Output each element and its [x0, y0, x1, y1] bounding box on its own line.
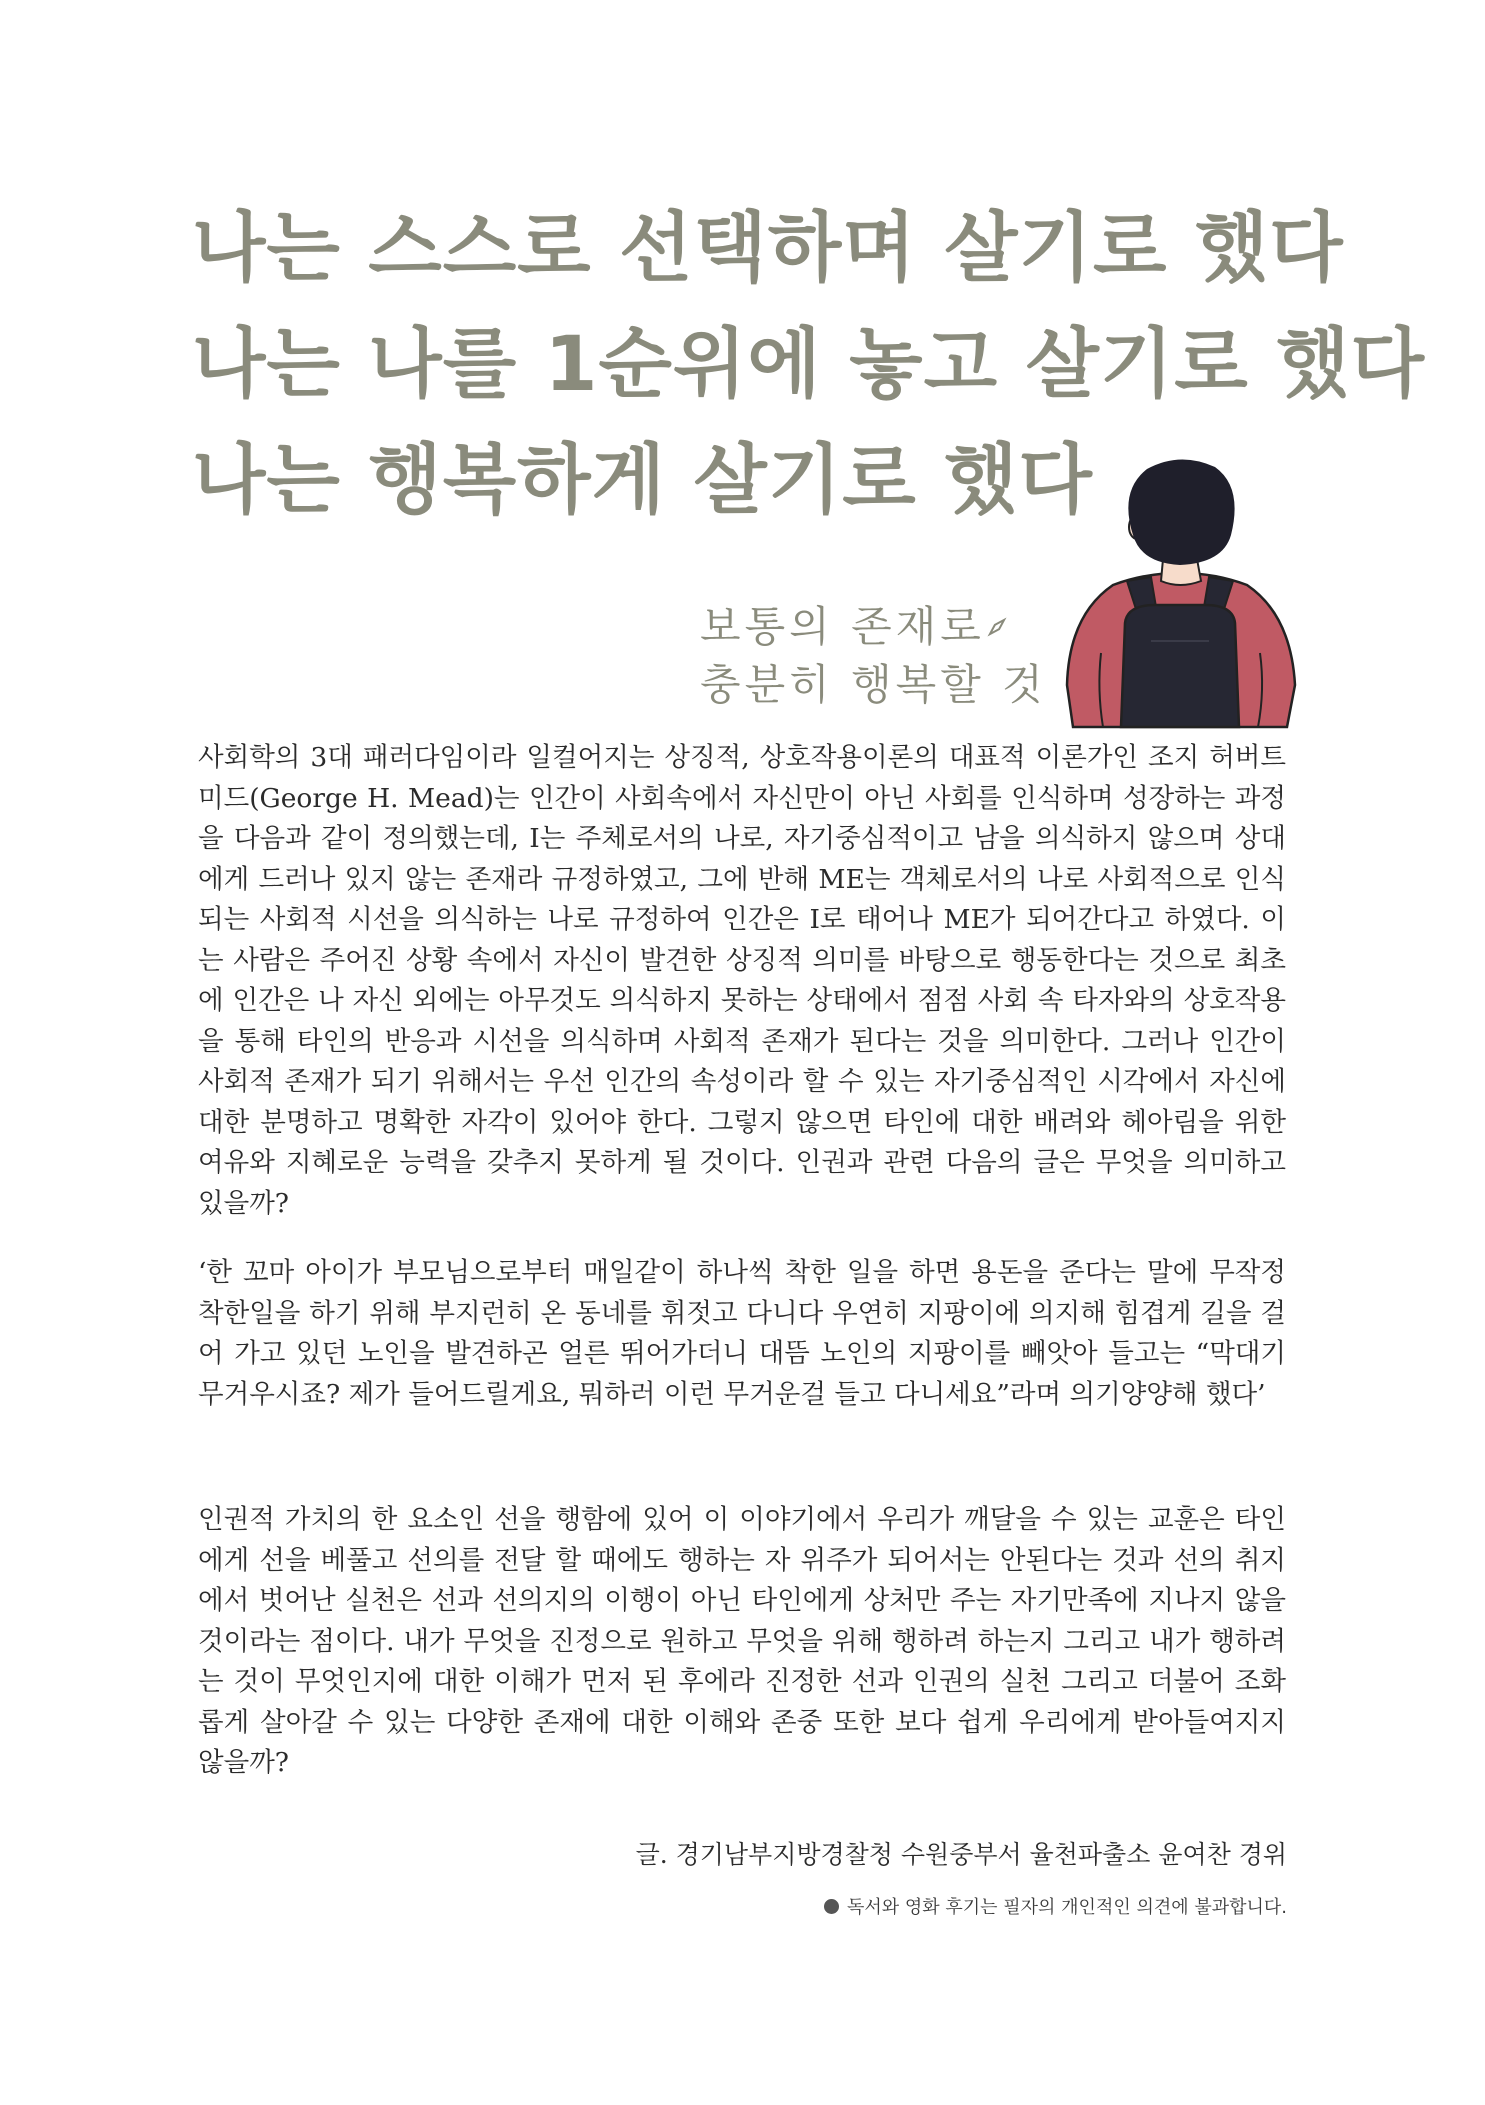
disclaimer-note: [824, 1893, 1287, 1919]
disclaimer-text: 독서와 영화 후기는 필자의 개인적인 의견에 불과합니다.: [847, 1897, 1287, 1918]
hair: [1128, 459, 1234, 565]
headline-line-1: 나는 스스로 선택하며 살기로 했다: [192, 203, 1344, 292]
sparkle-icon: [986, 616, 1008, 638]
bullet-dot-icon: [824, 1899, 839, 1914]
body-paragraph-3: 인권적 가치의 한 요소인 선을 행함에 있어 이 이야기에서 우리가 깨달을 수 있는 교훈은 타인에게 선을 베풀고 선의를 전달 할 때에도 행하는 자 위주가 되어서는 안된다는 것과 선의 취지에서 벗어난 실천은 선과 선의지의 이행이 아닌 타인에게 상처만 주는 자기만족에 지나지 않을 것이라는 점이다. 내가 무엇을 진정으로 원하고 무엇을 위해 행하려 하는지 그리고 내가 행하려는 것이 무엇인지에 대한 이해가 먼저 된 후에라 진정한 선과 인권의 실천 그리고 더불어 조화롭게 살아갈 수 있는 다양한 존재에 대한 이해와 존중 또한 보다 쉽게 우리에게 받아들여지지 않을까?: [198, 1504, 1286, 1778]
body-paragraph-1: 사회학의 3대 패러다임이라 일컬어지는 상징적, 상호작용이론의 대표적 이론가인 조지 허버트 미드(George H. Mead)는 인간이 사회속에서 자신만이 아닌 사회를 인식하며 성장하는 과정을 다음과 같이 정의했는데, I는 주체로서의 나로, 자기중심적이고 남을 의식하지 않으며 상대에게 드러나 있지 않는 존재라 규정하였고, 그에 반해 ME는 객체로서의 나로 사회적으로 인식되는 사회적 시선을 의식하는 나로 규정하여 인간은 I로 태어나 ME가 되어간다고 하였다. 이는 사람은 주어진 상황 속에서 자신이 발견한 상징적 의미를 바탕으로 행동한다는 것으로 최초에 인간은 나 자신 외에는 아무것도 의식하지 못하는 상태에서 점점 사회 속 타자와의 상호작용을 통해 타인의 반응과 시선을 의식하며 사회적 존재가 된다는 것을 의미한다. 그러나 인간이 사회적 존재가 되기 위해서는 우선 인간의 속성이라 할 수 있는 자기중심적인 시각에서 자신에 대한 분명하고 명확한 자각이 있어야 한다. 그렇지 않으면 타인에 대한 배려와 헤아림을 위한 여유와 지혜로운 능력을 갖추지 못하게 될 것이다. 인권과 관련 다음의 글은 무엇을 의미하고 있을까?: [198, 742, 1286, 1219]
backpack: [1121, 605, 1239, 727]
handwritten-subtitle: [700, 598, 1100, 714]
subtitle-line-1: 보통의 존재로: [700, 602, 985, 651]
body-paragraph-2: ‘한 꼬마 아이가 부모님으로부터 매일같이 하나씩 착한 일을 하면 용돈을 준다는 말에 무작정 착한일을 하기 위해 부지런히 온 동네를 휘젓고 다니다 우연히 지팡이에 의지해 힘겹게 길을 걸어 가고 있던 노인을 발견하곤 얼른 뛰어가더니 대뜸 노인의 지팡이를 빼앗아 들고는 “막대기 무거우시죠? 제가 들어드릴게요, 뭐하러 이런 무거운걸 들고 다니세요”라며 의기양양해 했다’: [198, 1257, 1286, 1410]
headline-line-3: 나는 행복하게 살기로 했다: [192, 435, 1093, 524]
headline-line-2: 나는 나를 1순위에 놓고 살기로 했다: [192, 319, 1425, 408]
author-credit: 글. 경기남부지방경찰청 수원중부서 율천파출소 윤여찬 경위: [635, 1840, 1287, 1869]
person-back-view-illustration: [1055, 455, 1305, 731]
subtitle-line-2: 충분히 행복할 것: [700, 660, 1047, 709]
